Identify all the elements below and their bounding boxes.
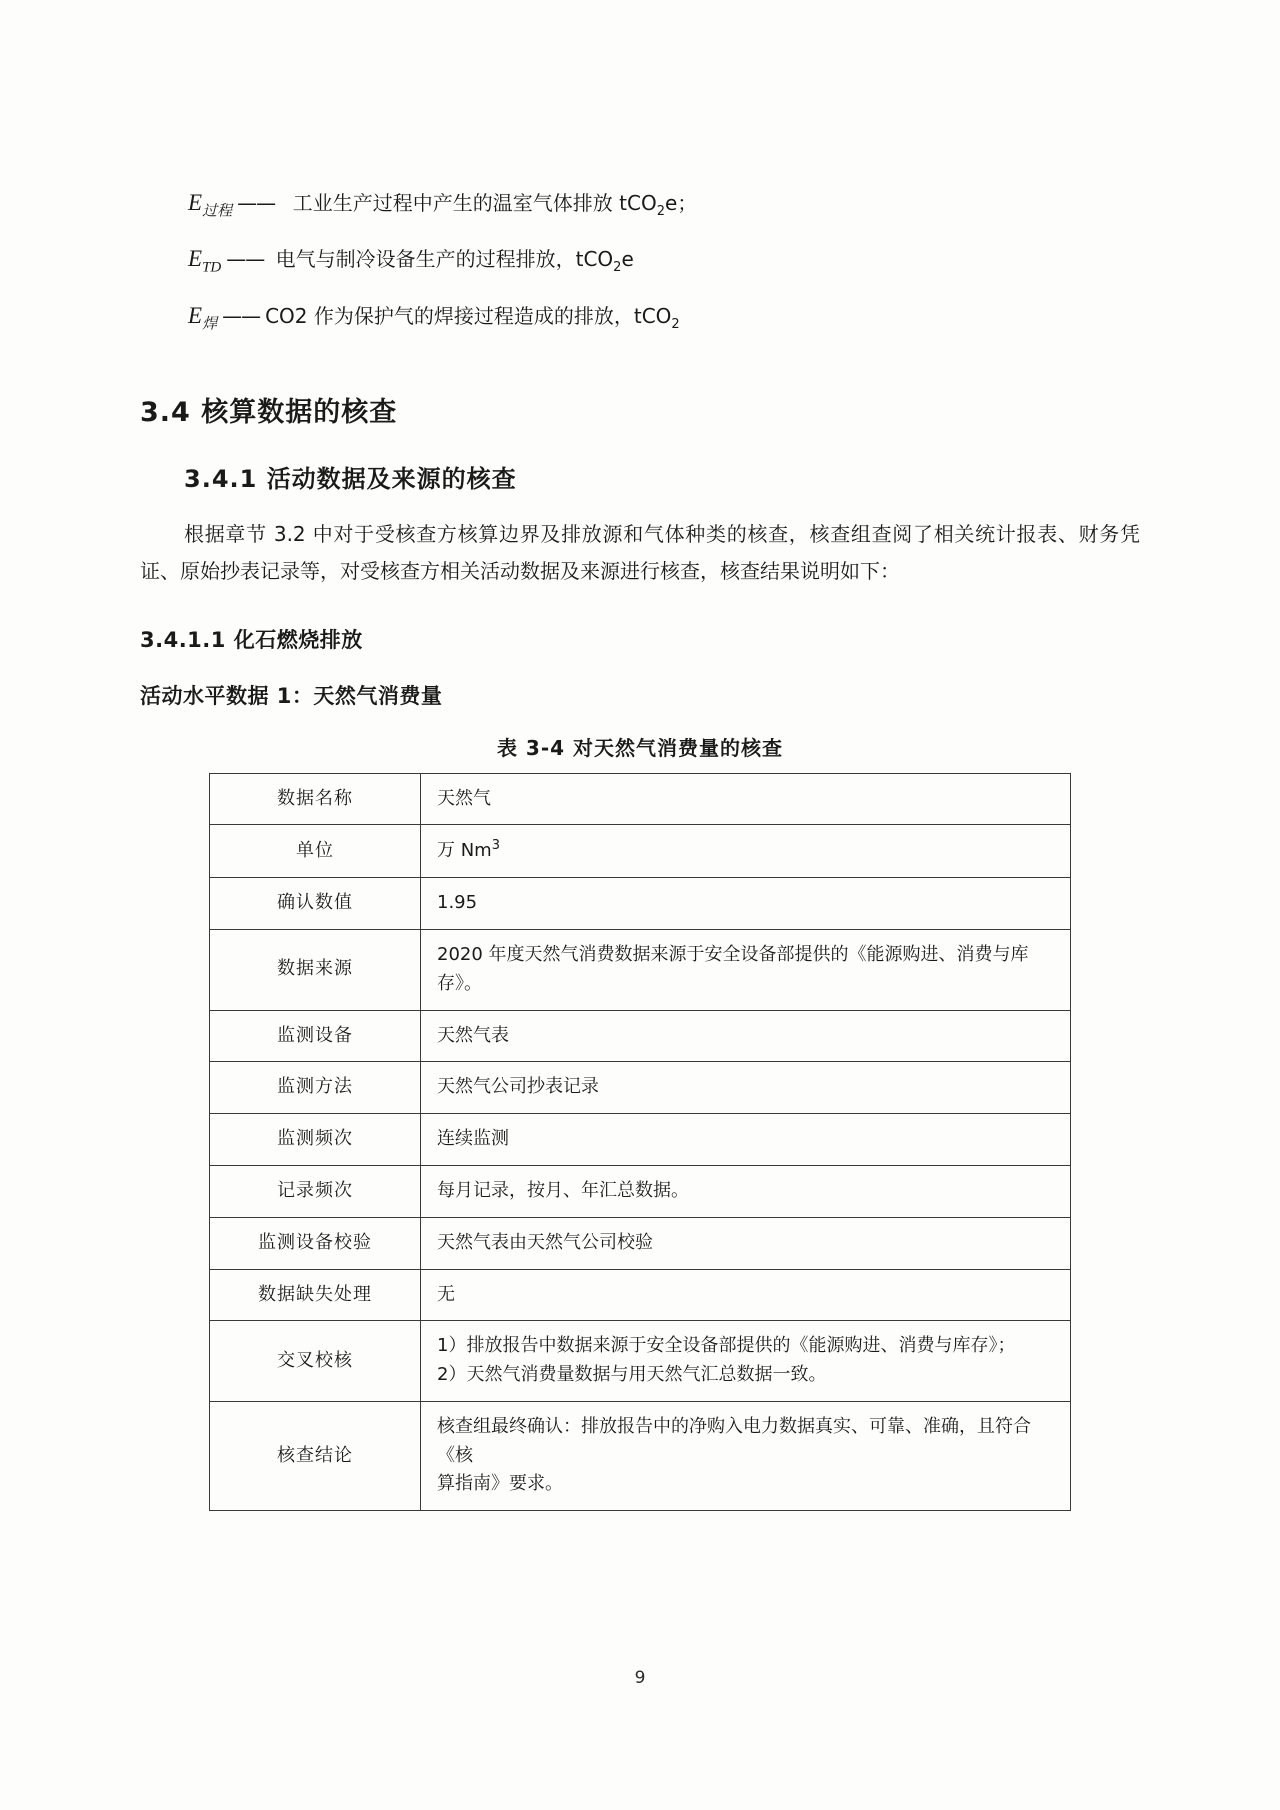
formula-symbol-3: $E_焊$ — [188, 302, 218, 333]
row-value — [421, 825, 1071, 878]
table-row — [210, 1010, 1071, 1062]
formula-separator-1: —— — [237, 191, 276, 215]
row-value: 2020 年度天然气消费数据来源于安全设备部提供的《能源购进、消费与库存》。 — [421, 929, 1071, 1010]
formula-symbol-2: $E_{TD}$ — [188, 245, 222, 276]
page-content — [140, 0, 1140, 1511]
formula-text-1: 工业生产过程中产生的温室气体排放 tCO$_2$e； — [280, 191, 698, 219]
row-label: 单位 — [210, 825, 421, 878]
formula-subscript-3: 焊 — [202, 314, 218, 333]
table-row — [210, 878, 1071, 930]
row-value: 连续监测 — [421, 1114, 1071, 1166]
row-value — [421, 1321, 1071, 1402]
row-value-line: 核查组最终确认：排放报告中的净购入电力数据真实、可靠、准确，且符合《核 — [437, 1415, 1031, 1466]
row-label: 记录频次 — [210, 1165, 421, 1217]
row-label: 数据名称 — [210, 773, 421, 825]
row-value: 无 — [421, 1269, 1071, 1321]
formula-line-2 — [140, 241, 1140, 280]
row-value-line: 1）排放报告中数据来源于安全设备部提供的《能源购进、消费与库存》； — [437, 1335, 1016, 1357]
subsubsection-heading: 3.4.1.1 化石燃烧排放 — [140, 627, 363, 652]
formula-subscript-1: 过程 — [202, 201, 233, 220]
row-value: 天然气公司抄表记录 — [421, 1062, 1071, 1114]
row-value-text: 万 Nm — [437, 840, 492, 862]
row-label: 监测方法 — [210, 1062, 421, 1114]
verification-table — [209, 773, 1071, 1512]
row-value: 1.95 — [421, 878, 1071, 930]
table-row — [210, 929, 1071, 1010]
table-row — [210, 1165, 1071, 1217]
formula-separator-2: —— — [226, 246, 265, 271]
row-value-line: 2）天然气消费量数据与用天然气汇总数据一致。 — [437, 1364, 827, 1386]
row-label: 监测频次 — [210, 1114, 421, 1166]
table-row — [210, 1217, 1071, 1269]
table-row — [210, 1269, 1071, 1321]
body-paragraph: 根据章节 3.2 中对于受核查方核算边界及排放源和气体种类的核查，核查组查阅了相关统计报表、财务凭证、原始抄表记录等，对受核查方相关活动数据及来源进行核查，核查结果说明如下： — [140, 521, 1140, 583]
row-value-line: 算指南》要求。 — [437, 1473, 563, 1495]
table-row — [210, 1062, 1071, 1114]
table-row — [210, 1114, 1071, 1166]
row-label: 数据来源 — [210, 929, 421, 1010]
row-label: 交叉校核 — [210, 1321, 421, 1402]
table-row — [210, 773, 1071, 825]
formula-symbol-1: $E_{过程}$ — [188, 190, 233, 220]
row-value — [421, 1401, 1071, 1510]
formula-subscript-2: TD — [202, 259, 222, 276]
formula-text-3: CO2 作为保护气的焊接过程造成的排放，tCO$_2$ — [265, 303, 680, 332]
row-label: 数据缺失处理 — [210, 1269, 421, 1321]
table-row — [210, 1401, 1071, 1510]
row-value: 天然气表由天然气公司校验 — [421, 1217, 1071, 1269]
row-value: 天然气表 — [421, 1010, 1071, 1062]
table-row — [210, 825, 1071, 878]
row-value: 天然气 — [421, 773, 1071, 825]
row-value: 每月记录，按月、年汇总数据。 — [421, 1165, 1071, 1217]
row-value-superscript: 3 — [491, 838, 501, 854]
row-label: 确认数值 — [210, 878, 421, 930]
row-label: 核查结论 — [210, 1401, 421, 1510]
activity-data-heading: 活动水平数据 1：天然气消费量 — [140, 683, 443, 708]
section-heading: 3.4 核算数据的核查 — [140, 396, 398, 428]
row-label: 监测设备校验 — [210, 1217, 421, 1269]
table-caption: 表 3-4 对天然气消费量的核查 — [496, 735, 784, 760]
row-label: 监测设备 — [210, 1010, 421, 1062]
formula-definitions — [140, 185, 1140, 336]
formula-line-3 — [140, 298, 1140, 336]
formula-text-2: 电气与制冷设备生产的过程排放，tCO$_2$e — [269, 246, 634, 275]
subsection-heading: 3.4.1 活动数据及来源的核查 — [184, 464, 517, 493]
formula-separator-3: —— — [222, 303, 261, 328]
formula-line-1 — [140, 185, 1140, 223]
page-number: 9 — [634, 1668, 646, 1688]
table-row — [210, 1321, 1071, 1402]
